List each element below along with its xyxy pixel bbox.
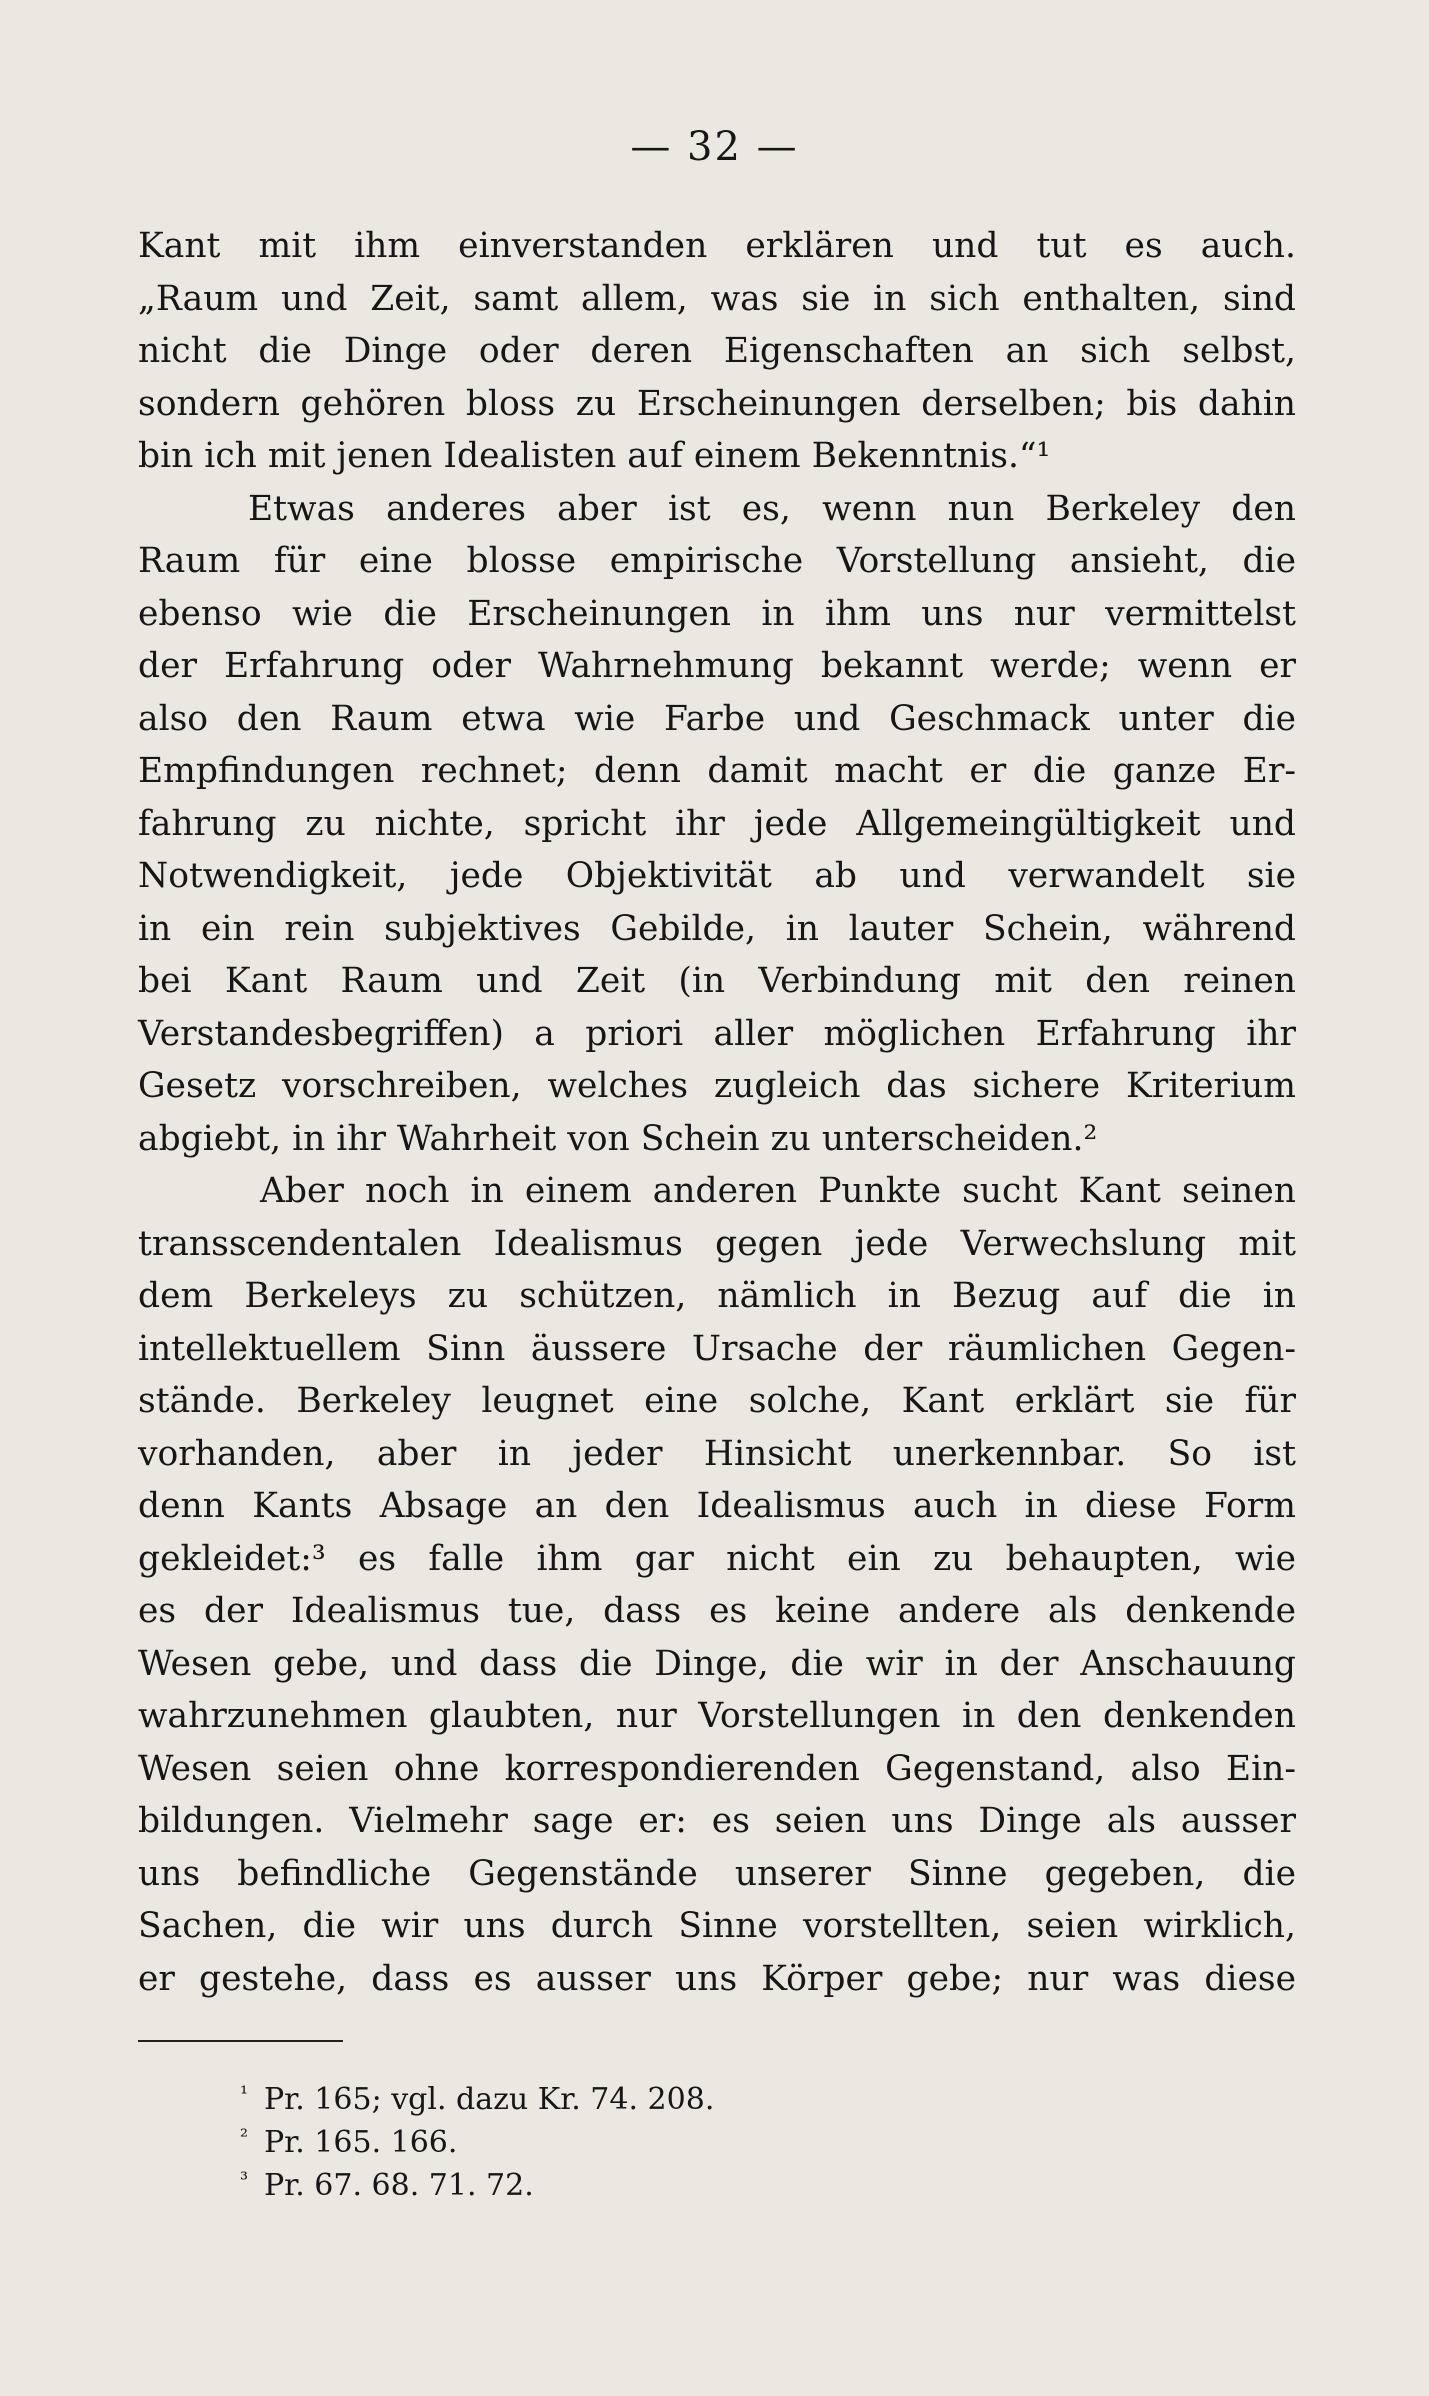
text-line: gekleidet:³ es falle ihm gar nicht ein zu behaupten, wie (138, 1538, 1296, 1579)
text-line: Notwendigkeit, jede Objektivität ab und verwandelt sie (138, 856, 1296, 896)
text-line: abgiebt, in ihr Wahrheit von Schein zu unterscheiden.² (138, 1118, 1098, 1159)
text-line: der Erfahrung oder Wahrnehmung bekannt werde; wenn er (138, 646, 1296, 686)
text-line: Etwas anderes aber ist es, wenn nun Berkeley den (248, 488, 1296, 529)
footnote-mark: ¹ (240, 2081, 249, 2105)
text-line: bildungen. Vielmehr sage er: es seien uns Dinge als ausser (138, 1801, 1296, 1841)
text-line: transscendentalen Idealismus gegen jede Verwechslung mit (138, 1223, 1296, 1264)
text-line: Gesetz vorschreiben, welches zugleich das sichere Kriterium (138, 1066, 1296, 1106)
page-number: — 32 — (630, 124, 799, 170)
footnote-divider (138, 2040, 343, 2042)
text-line: intellektuellem Sinn äussere Ursache der räumlichen Gegen- (138, 1328, 1296, 1369)
text-line: nicht die Dinge oder deren Eigenschaften an sich selbst, (138, 331, 1296, 371)
footnote-1 (240, 2078, 714, 2121)
text-line: vorhanden, aber in jeder Hinsicht unerkennbar. So ist (138, 1433, 1296, 1474)
text-line: dem Berkeleys zu schützen, nämlich in Bezug auf die in (138, 1276, 1296, 1316)
body-text (138, 220, 1296, 2005)
text-line: bin ich mit jenen Idealisten auf einem Bekenntnis.“¹ (138, 436, 1051, 476)
text-line: Sachen, die wir uns durch Sinne vorstellten, seien wirklich, (138, 1906, 1296, 1946)
text-line: er gestehe, dass es ausser uns Körper gebe; nur was diese (138, 1958, 1296, 1999)
text-line: in ein rein subjektives Gebilde, in lauter Schein, während (138, 908, 1296, 949)
text-line: fahrung zu nichte, spricht ihr jede Allgemeingültigkeit und (138, 803, 1296, 844)
text-line: „Raum und Zeit, samt allem, was sie in sich enthalten, sind (138, 278, 1296, 319)
text-line: bei Kant Raum und Zeit (in Verbindung mit den reinen (138, 961, 1296, 1001)
footnote-text: Pr. 165; vgl. dazu Kr. 74. 208. (264, 2082, 715, 2117)
text-line: Aber noch in einem anderen Punkte sucht Kant seinen (260, 1171, 1296, 1211)
text-line: Wesen seien ohne korrespondierenden Gegenstand, also Ein- (138, 1748, 1296, 1789)
footnote-text: Pr. 67. 68. 71. 72. (264, 2168, 534, 2203)
text-line: Raum für eine blosse empirische Vorstellung ansieht, die (138, 541, 1296, 581)
text-line: Empfindungen rechnet; denn damit macht er die ganze Er- (138, 751, 1296, 791)
text-line: es der Idealismus tue, dass es keine andere als denkende (138, 1591, 1296, 1631)
text-line: ebenso wie die Erscheinungen in ihm uns nur vermittelst (138, 593, 1296, 634)
text-line: wahrzunehmen glaubten, nur Vorstellungen in den denkenden (138, 1696, 1296, 1736)
text-line: also den Raum etwa wie Farbe und Geschmack unter die (138, 698, 1296, 739)
text-line: denn Kants Absage an den Idealismus auch in diese Form (138, 1486, 1296, 1526)
footnote-mark: ³ (240, 2167, 249, 2191)
text-line: Wesen gebe, und dass die Dinge, die wir in der Anschauung (138, 1643, 1296, 1684)
footnote-2 (240, 2121, 714, 2164)
footnote-mark: ² (240, 2124, 249, 2148)
footnotes (240, 2078, 714, 2207)
text-line: uns befindliche Gegenstände unserer Sinne gegeben, die (138, 1853, 1296, 1894)
text-line: stände. Berkeley leugnet eine solche, Kant erklärt sie für (138, 1381, 1296, 1421)
text-line: Kant mit ihm einverstanden erklären und tut es auch. (138, 226, 1296, 266)
footnote-3 (240, 2164, 714, 2207)
footnote-text: Pr. 165. 166. (264, 2125, 458, 2160)
text-line: sondern gehören bloss zu Erscheinungen derselben; bis dahin (138, 383, 1296, 424)
text-line: Verstandesbegriffen) a priori aller möglichen Erfahrung ihr (138, 1013, 1296, 1054)
